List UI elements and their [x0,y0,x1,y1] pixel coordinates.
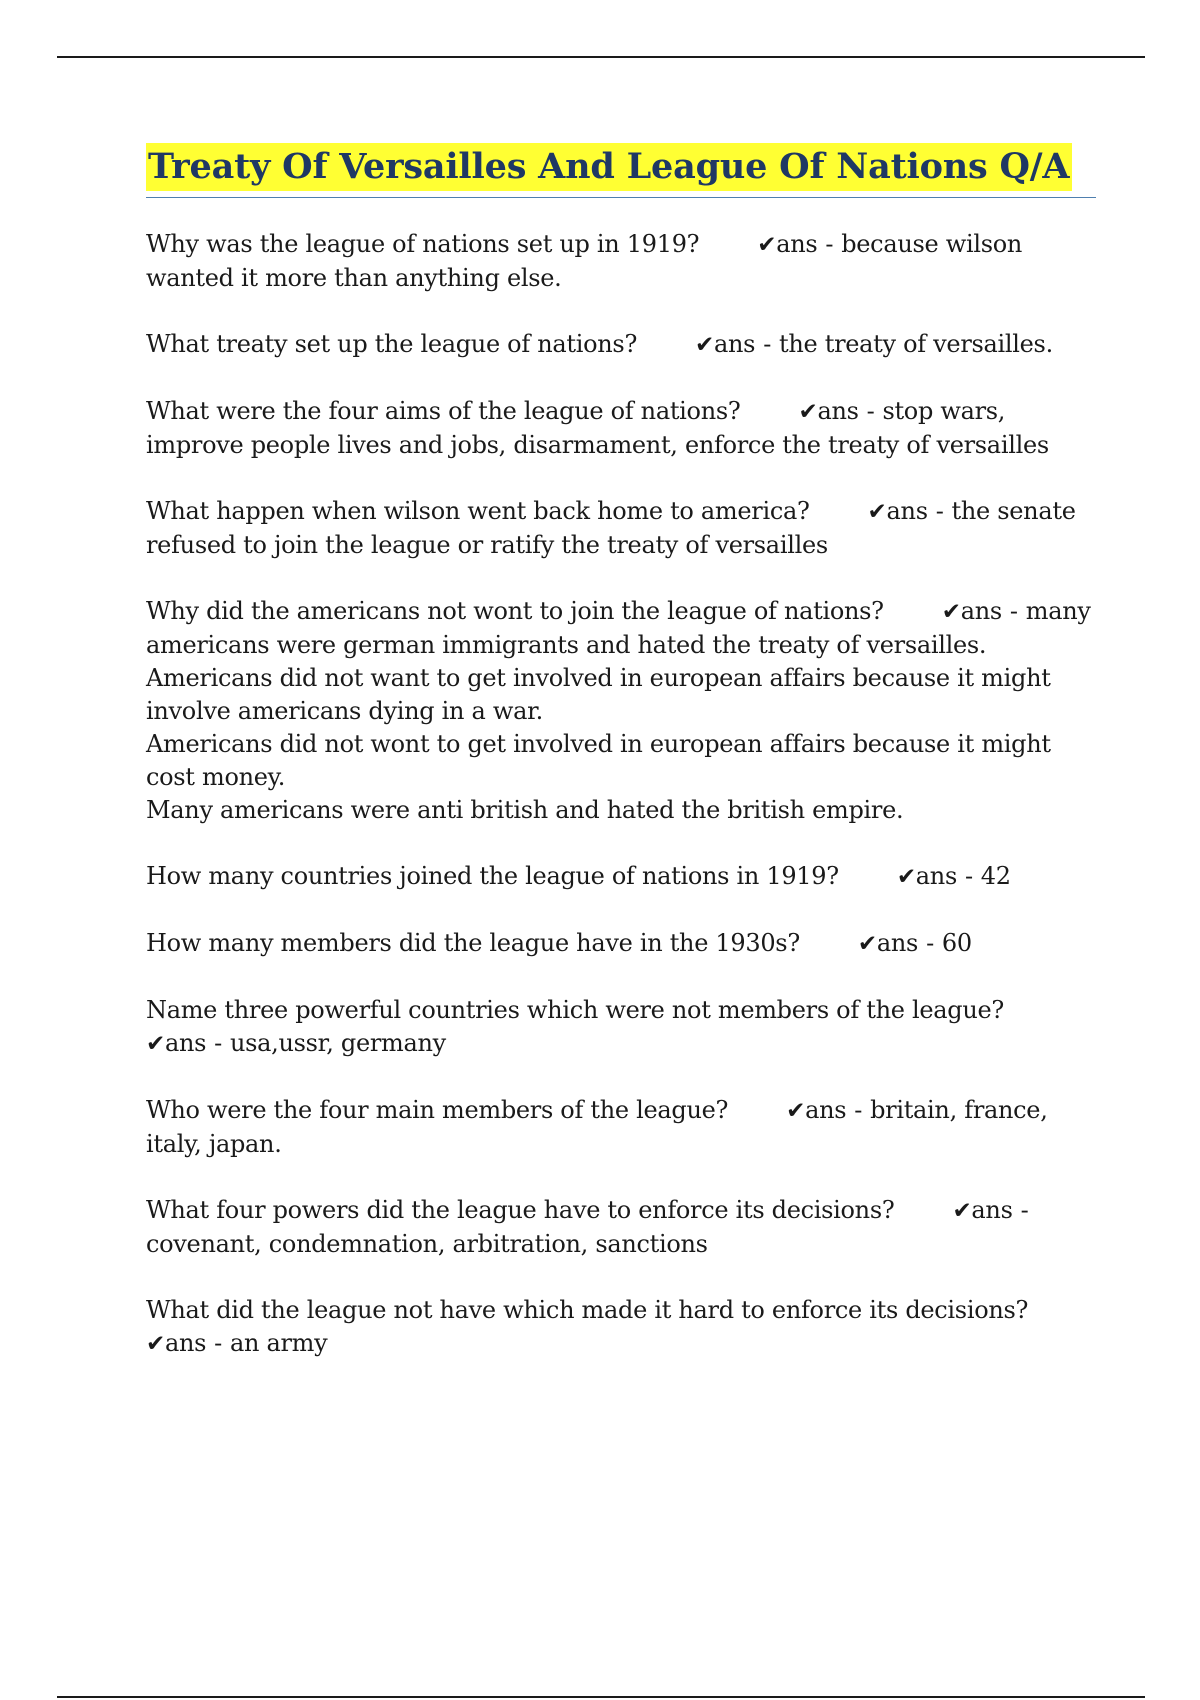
answer-separator: - [214,1329,222,1357]
answer-label: ans [886,497,928,525]
qa-item [146,328,1096,362]
answer-label: ans [805,1096,847,1124]
question-text: Why was the league of nations set up in 1919? [146,230,700,258]
document-body [146,143,1096,1394]
question-text: How many members did the league have in the 1930s? [146,929,800,957]
question-text: What four powers did the league have to enforce its decisions? [146,1196,895,1224]
answer-label: ans [971,1196,1013,1224]
qa-item [146,1294,1096,1361]
checkmark-icon: ✔ [896,864,916,890]
answer-text: 42 [980,862,1011,890]
question-text: What treaty set up the league of nations? [146,330,638,358]
checkmark-icon: ✔ [757,232,777,258]
qa-item [146,994,1096,1061]
question-text: What did the league not have which made it hard to enforce its decisions? [146,1296,1029,1324]
answer-continuation: Americans did not wont to get involved in european affairs because it might cost money. [146,730,1051,791]
answer-label: ans [714,330,756,358]
answer-continuation: Many americans were anti british and hated the british empire. [146,796,904,824]
checkmark-icon: ✔ [867,499,887,525]
answer-separator: - [926,929,934,957]
answer-text: stop wars, improve people lives and jobs, disarmament, enforce the treaty of versailles [146,397,1049,459]
checkmark-icon: ✔ [952,1198,972,1224]
answer-text: covenant, condemnation, arbitration, sanctions [146,1230,708,1258]
answer-separator: - [763,330,772,358]
answer-text: the treaty of versailles. [779,330,1053,358]
checkmark-icon: ✔ [146,1031,165,1057]
answer-separator: - [214,1029,222,1057]
footer-rule [57,1696,1145,1698]
answer-label: ans [915,862,957,890]
qa-list [146,228,1096,1361]
question-text: Why did the americans not wont to join the league of nations? [146,597,884,625]
answer-separator: - [1020,1196,1029,1224]
answer-text: britain, france, italy, japan. [146,1096,1048,1158]
answer-label: ans [164,1329,207,1357]
question-text: Name three powerful countries which were not members of the league? [146,996,1004,1024]
answer-separator: - [964,862,973,890]
qa-item [146,595,1096,827]
answer-label: ans [776,230,818,258]
answer-text: many americans were german immigrants and hated the treaty of versailles. [146,597,1091,659]
question-text: Who were the four main members of the league? [146,1096,729,1124]
checkmark-icon: ✔ [857,931,877,957]
answer-label: ans [960,597,1002,625]
document-title: Treaty Of Versailles And League Of Nations Q/A [146,143,1072,191]
title-block [146,143,1096,198]
answer-label: ans [164,1029,207,1057]
header-rule [57,56,1145,58]
question-text: What happen when wilson went back home to america? [146,497,810,525]
question-text: How many countries joined the league of nations in 1919? [146,862,839,890]
checkmark-icon: ✔ [695,332,715,358]
answer-label: ans [817,397,859,425]
answer-continuation: Americans did not want to get involved in european affairs because it might involve americans dying in a war. [146,664,1051,725]
qa-item [146,1194,1096,1261]
checkmark-icon: ✔ [798,399,818,425]
qa-item [146,395,1096,462]
answer-text: an army [229,1329,328,1357]
answer-separator: - [866,397,875,425]
answer-separator: - [854,1096,863,1124]
answer-text: because wilson wanted it more than anything else. [146,230,1023,292]
answer-text: usa,ussr, germany [229,1029,446,1057]
qa-item [146,228,1096,295]
qa-item [146,927,1096,961]
question-text: What were the four aims of the league of nations? [146,397,741,425]
checkmark-icon: ✔ [786,1098,806,1124]
answer-text: the senate refused to join the league or ratify the treaty of versailles [146,497,1076,559]
qa-item [146,860,1096,894]
answer-text: 60 [941,929,972,957]
answer-separator: - [935,497,944,525]
answer-separator: - [1009,597,1018,625]
qa-item [146,495,1096,562]
answer-label: ans [876,929,919,957]
qa-item [146,1094,1096,1161]
answer-separator: - [825,230,834,258]
checkmark-icon: ✔ [146,1331,165,1357]
checkmark-icon: ✔ [941,599,961,625]
